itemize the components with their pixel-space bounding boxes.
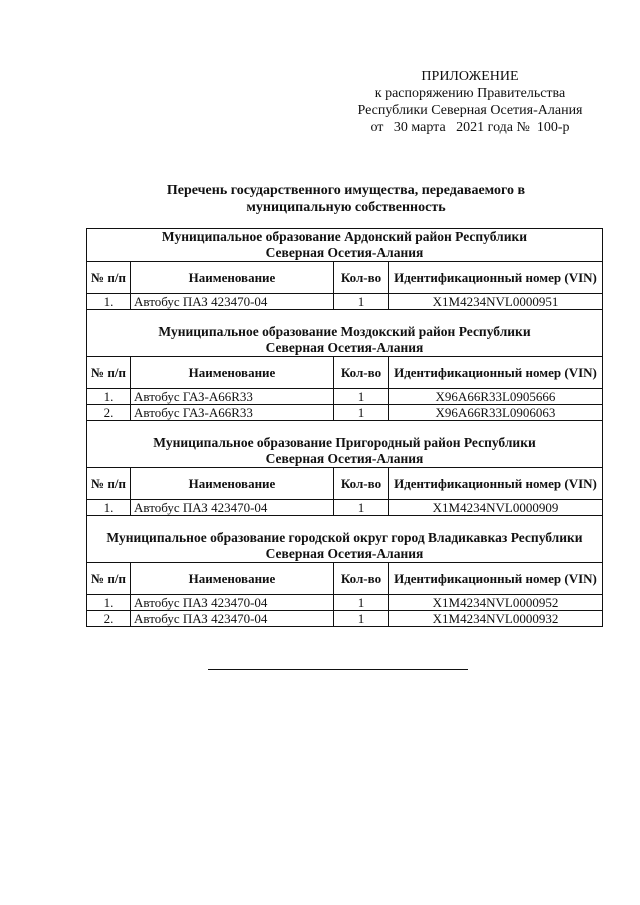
cell-num: 2. (87, 405, 131, 421)
document-header (340, 68, 600, 136)
cell-qty: 1 (334, 595, 389, 611)
table-row (87, 405, 603, 421)
header-annex-label: ПРИЛОЖЕНИЕ (421, 69, 519, 84)
page-title (90, 182, 602, 216)
section-title-line-1: Муниципальное образование Ардонский район Республики (161, 229, 528, 244)
cell-name: Автобус ГАЗ-А66R33 (131, 405, 334, 421)
section-header-row (87, 310, 603, 357)
column-header-qty: Кол-во (334, 357, 389, 389)
section-title (87, 229, 603, 262)
section-title-line-2: Северная Осетия-Алания (265, 340, 424, 355)
column-header-row (87, 468, 603, 500)
column-header-row (87, 563, 603, 595)
table-row (87, 389, 603, 405)
cell-qty: 1 (334, 500, 389, 516)
header-republic: Республики Северная Осетия-Алания (357, 103, 583, 118)
cell-num: 2. (87, 611, 131, 627)
section-title-line-2: Северная Осетия-Алания (265, 451, 424, 466)
section-title-line-1: Муниципальное образование городской округ город Владикавказ Республики (106, 530, 583, 545)
cell-vin: X1M4234NVL0000951 (389, 294, 603, 310)
header-decree-ref: к распоряжению Правительства (374, 86, 566, 101)
cell-name: Автобус ПАЗ 423470-04 (131, 595, 334, 611)
column-header-vin: Идентификационный номер (VIN) (389, 563, 603, 595)
cell-qty: 1 (334, 294, 389, 310)
column-header-qty: Кол-во (334, 563, 389, 595)
header-date-number: от 30 марта 2021 года № 100-р (370, 120, 570, 135)
section-title-line-1: Муниципальное образование Пригородный район Республики (153, 435, 536, 450)
table-row (87, 294, 603, 310)
cell-vin: X1M4234NVL0000932 (389, 611, 603, 627)
column-header-name: Наименование (131, 357, 334, 389)
column-header-num: № п/п (87, 468, 131, 500)
property-table (86, 228, 603, 627)
column-header-num: № п/п (87, 563, 131, 595)
section-header-row (87, 516, 603, 563)
column-header-vin: Идентификационный номер (VIN) (389, 468, 603, 500)
column-header-qty: Кол-во (334, 262, 389, 294)
cell-vin: X1M4234NVL0000952 (389, 595, 603, 611)
column-header-num: № п/п (87, 357, 131, 389)
column-header-qty: Кол-во (334, 468, 389, 500)
section-title (87, 421, 603, 468)
cell-name: Автобус ПАЗ 423470-04 (131, 500, 334, 516)
table-row (87, 595, 603, 611)
cell-num: 1. (87, 595, 131, 611)
cell-num: 1. (87, 294, 131, 310)
table-row (87, 500, 603, 516)
cell-vin: X96A66R33L0905666 (389, 389, 603, 405)
column-header-name: Наименование (131, 262, 334, 294)
section-header-row (87, 229, 603, 262)
section-header-row (87, 421, 603, 468)
section-title-line-2: Северная Осетия-Алания (265, 546, 424, 561)
column-header-row (87, 357, 603, 389)
cell-qty: 1 (334, 405, 389, 421)
section-title (87, 516, 603, 563)
cell-vin: X96A66R33L0906063 (389, 405, 603, 421)
column-header-name: Наименование (131, 563, 334, 595)
section-title-line-1: Муниципальное образование Моздокский район Республики (158, 324, 531, 339)
title-line-1: Перечень государственного имущества, передаваемого в (166, 183, 526, 198)
cell-vin: X1M4234NVL0000909 (389, 500, 603, 516)
cell-num: 1. (87, 389, 131, 405)
section-title (87, 310, 603, 357)
column-header-name: Наименование (131, 468, 334, 500)
cell-num: 1. (87, 500, 131, 516)
table-row (87, 611, 603, 627)
title-line-2: муниципальную собственность (246, 200, 446, 215)
cell-qty: 1 (334, 389, 389, 405)
cell-name: Автобус ПАЗ 423470-04 (131, 611, 334, 627)
column-header-row (87, 262, 603, 294)
column-header-vin: Идентификационный номер (VIN) (389, 357, 603, 389)
column-header-num: № п/п (87, 262, 131, 294)
cell-name: Автобус ПАЗ 423470-04 (131, 294, 334, 310)
column-header-vin: Идентификационный номер (VIN) (389, 262, 603, 294)
cell-qty: 1 (334, 611, 389, 627)
section-title-line-2: Северная Осетия-Алания (265, 245, 424, 260)
cell-name: Автобус ГАЗ-А66R33 (131, 389, 334, 405)
end-divider (208, 669, 468, 670)
